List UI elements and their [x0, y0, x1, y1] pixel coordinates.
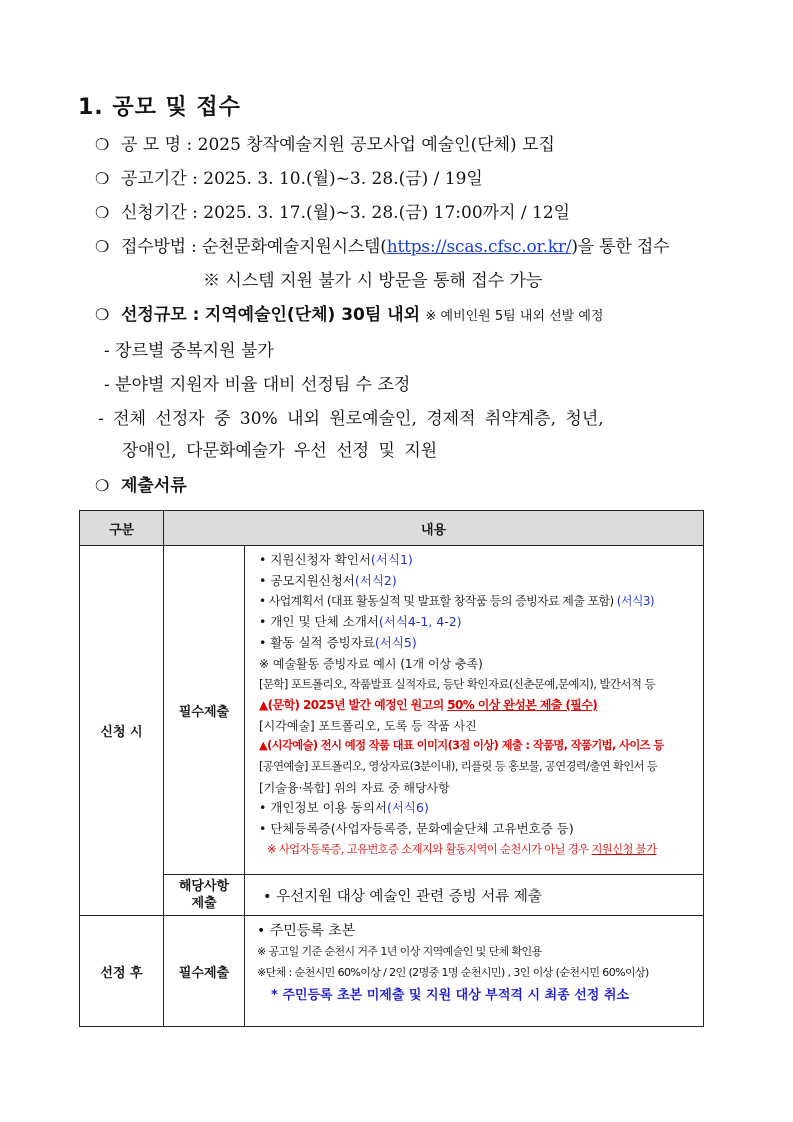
table-row — [80, 916, 704, 1027]
circle-bullet-icon: ❍ — [95, 135, 110, 154]
selection-bullet: - 전체 선정자 중 30% 내외 원로예술인, 경제적 취약계층, 청년, — [98, 409, 604, 429]
list-item: • 주민등록 초본 — [257, 923, 356, 939]
list-item: ▲(시각예술) 전시 예정 작품 대표 이미지(3점 이상) 제출 : 작품명, 작품기법, 사이즈 등 — [259, 739, 664, 753]
item-label: 공 모 명 — [121, 135, 182, 155]
list-item-emphasis: 50% 이상 완성본 제출 (필수) — [447, 697, 598, 712]
list-item: • 공모지원신청서 — [259, 572, 355, 588]
list-item: • 단체등록증(사업자등록증, 문화예술단체 고유번호증 등) — [259, 821, 574, 837]
header-category: 구분 — [80, 511, 164, 546]
system-link[interactable]: https://scas.cfsc.or.kr/ — [386, 237, 572, 257]
after-documents-list — [245, 916, 704, 1027]
list-item: ※단체 : 순천시민 60%이상 / 2인 (2명중 1명 순천시민) , 3인 이상 (순천시민 60%이상) — [257, 965, 649, 979]
reception-note: ※ 시스템 지원 불가 시 방문을 통해 접수 가능 — [203, 271, 543, 291]
selection-note: ※ 예비인원 5팀 내외 선발 예정 — [425, 309, 604, 324]
item-reception: ❍ 접수방법 : 순천문화예술지원시스템(https://scas.cfsc.or.kr/)을 통한 접수 — [95, 237, 670, 257]
applicable-label — [164, 875, 245, 916]
section-title: 1. 공모 및 접수 — [78, 95, 241, 120]
reception-suffix: )을 통한 접수 — [571, 237, 670, 257]
after-label: 선정 후 — [80, 916, 164, 1027]
list-item: • 활동 실적 증빙자료 — [259, 634, 375, 650]
item-label: 접수방법 — [121, 237, 186, 257]
reception-prefix: 순천문화예술지원시스템( — [201, 237, 387, 257]
circle-bullet-icon: ❍ — [95, 237, 110, 256]
list-item: [공연예술] 포트폴리오, 영상자료(3분이내), 리플릿 등 홍보물, 공연경력/출연 확인서 등 — [259, 760, 658, 774]
item-label: 신청기간 — [121, 203, 187, 223]
table-row — [80, 875, 704, 916]
item-value: 2025. 3. 10.(월)~3. 28.(금) / 19일 — [203, 169, 483, 189]
item-value: 2025. 3. 17.(월)~3. 28.(금) 17:00까지 / 12일 — [203, 203, 571, 223]
list-item: ▲(문학) 2025년 발간 예정인 원고의 — [259, 697, 448, 712]
item-application-period: ❍ 신청기간 : 2025. 3. 17.(월)~3. 28.(금) 17:00까지 / 12일 — [95, 203, 571, 223]
circle-bullet-icon: ❍ — [95, 305, 110, 324]
item-label: 공고기간 — [121, 169, 187, 189]
list-item: [시각예술] 포트폴리오, 도록 등 작품 사진 — [259, 718, 477, 733]
table-header-row — [80, 511, 704, 546]
required-label: 필수제출 — [164, 916, 245, 1027]
selection-bullet: - 장르별 중복지원 불가 — [104, 341, 274, 361]
applicable-label-line: 제출 — [191, 896, 217, 911]
header-content: 내용 — [164, 511, 704, 546]
selection-label: 선정규모 : — [121, 305, 200, 325]
list-item: ※ 공고일 기준 순천시 거주 1년 이상 지역예술인 및 단체 확인용 — [257, 945, 542, 958]
form-ref: (서식2) — [354, 572, 397, 588]
cancellation-note: * 주민등록 초본 미제출 및 지원 대상 부적격 시 최종 선정 취소 — [271, 988, 629, 1004]
selection-bullet: - 분야별 지원자 비율 대비 선정팀 수 조정 — [104, 375, 411, 395]
list-item: [기술융·복합] 위의 자료 중 해당사항 — [259, 780, 450, 795]
form-ref: (서식5) — [374, 634, 417, 650]
list-item: • 개인정보 이용 동의서 — [259, 800, 387, 816]
documents-title: 제출서류 — [121, 476, 187, 496]
applicable-label-line: 해당사항 — [178, 879, 230, 894]
list-item: [문학] 포트폴리오, 작품발표 실적자료, 등단 확인자료(신춘문예,문예지), 발간서적 등 — [259, 677, 655, 692]
table-row — [80, 546, 704, 875]
documents-table — [79, 510, 704, 1027]
required-documents-list — [245, 546, 704, 875]
list-item-emphasis: 지원신청 불가 — [591, 842, 657, 856]
apply-label: 신청 시 — [80, 546, 164, 916]
required-label: 필수제출 — [164, 546, 245, 875]
item-contest-name: ❍ 공 모 명 : 2025 창작예술지원 공모사업 예술인(단체) 모집 — [95, 135, 555, 155]
item-selection — [95, 304, 603, 328]
applicable-content: • 우선지원 대상 예술인 관련 증빙 서류 제출 — [245, 875, 704, 916]
circle-bullet-icon: ❍ — [95, 203, 110, 222]
form-ref: (서식6) — [386, 800, 429, 816]
list-item: • 지원신청자 확인서 — [259, 552, 371, 567]
form-ref: (서식4-1, 4-2) — [378, 614, 462, 630]
selection-bullet-continued: 장애인, 다문화예술가 우선 선정 및 지원 — [122, 441, 438, 461]
item-value: 2025 창작예술지원 공모사업 예술인(단체) 모집 — [197, 135, 555, 155]
selection-value: 지역예술인(단체) 30팀 내외 — [204, 305, 421, 325]
item-notice-period: ❍ 공고기간 : 2025. 3. 10.(월)~3. 28.(금) / 19일 — [95, 169, 483, 189]
list-item: • 개인 및 단체 소개서 — [259, 614, 379, 630]
list-item: ※ 예술활동 증빙자료 예시 (1개 이상 충족) — [259, 656, 483, 671]
documents-heading — [95, 475, 187, 497]
list-item: ※ 사업자등록증, 고유번호증 소재지와 활동지역이 순천시가 아닐 경우 — [267, 842, 592, 856]
list-item: • 사업계획서 (대표 활동실적 및 발표할 창작품 등의 증빙자료 제출 포함) — [259, 594, 617, 609]
form-ref: (서식1) — [370, 552, 413, 567]
form-ref: (서식3) — [616, 594, 654, 609]
circle-bullet-icon: ❍ — [95, 476, 110, 495]
circle-bullet-icon: ❍ — [95, 169, 110, 188]
